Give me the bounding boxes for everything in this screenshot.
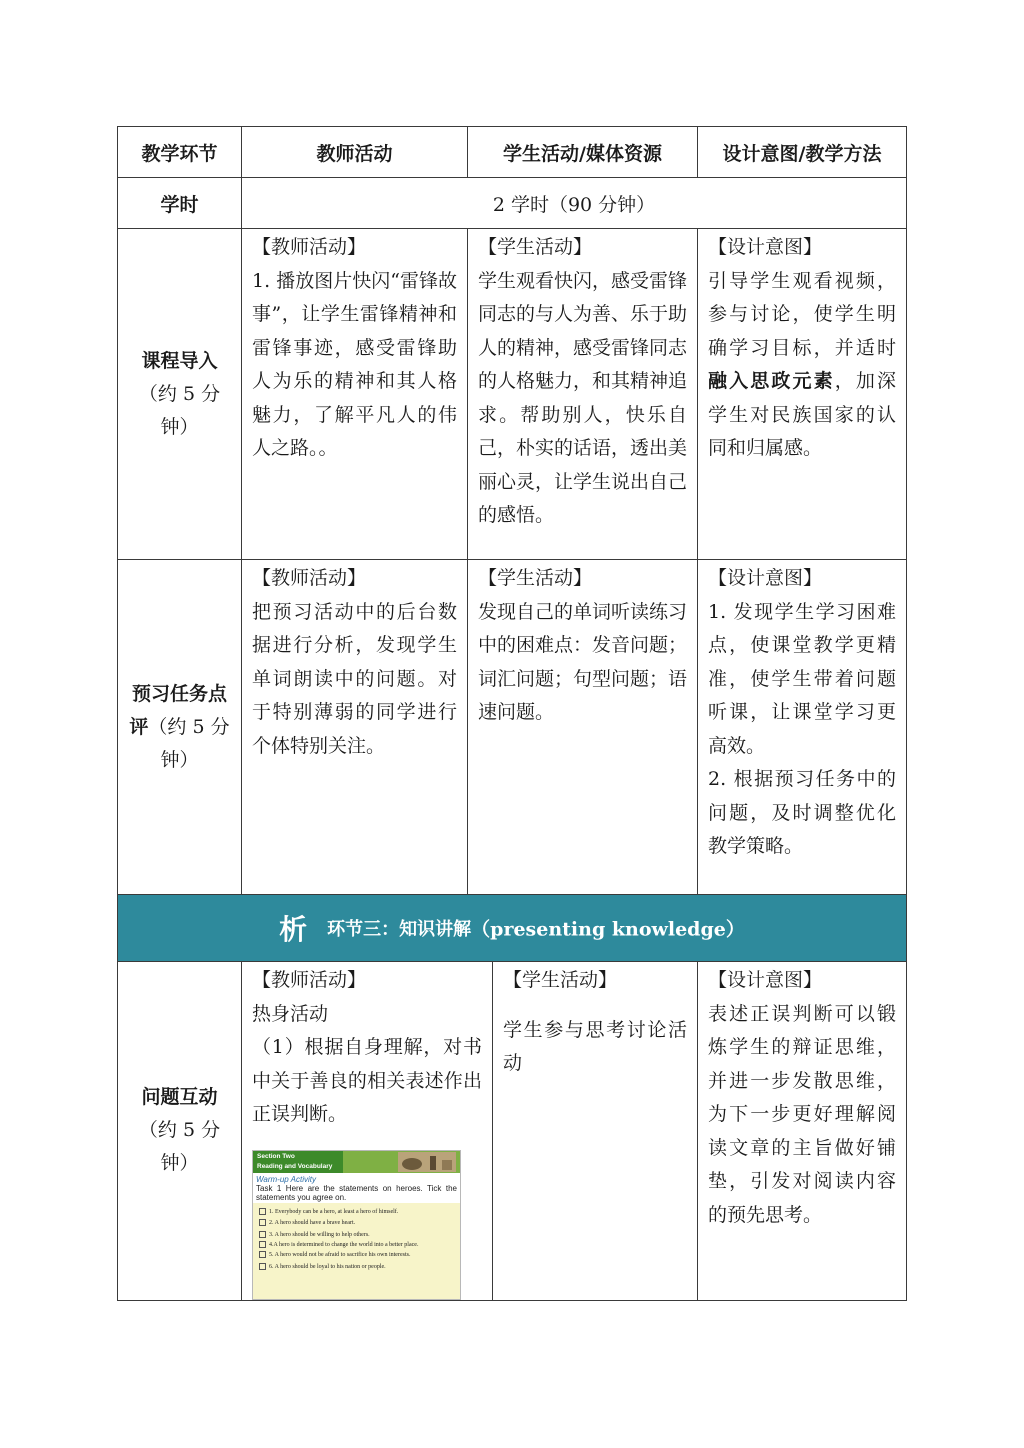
- preview-design-point-2: 2. 根据预习任务中的问题，及时调整优化教学策略。: [708, 768, 897, 857]
- checkbox-icon: [259, 1241, 266, 1248]
- preview-row: [118, 560, 907, 895]
- statement-text: 1. Everybody can be a hero, at least a hero of himself.: [269, 1208, 399, 1215]
- qa-label-duration: （约 5 分钟）: [138, 1119, 221, 1175]
- hours-value: 2 学时（90 分钟）: [242, 178, 907, 229]
- textbook-task-instruction: Task 1 Here are the statements on heroes. Tick the statements you agree on.: [256, 1183, 457, 1202]
- qa-row: [118, 962, 907, 1301]
- checkbox-icon: [259, 1251, 266, 1258]
- intro-student-title: 【学生活动】: [478, 236, 593, 258]
- intro-label-title: 课程导入: [141, 349, 218, 372]
- qa-teacher: [242, 962, 493, 1301]
- section-english: （presenting knowledge）: [471, 918, 745, 941]
- statement-item: [259, 1207, 457, 1219]
- preview-student: [468, 560, 698, 895]
- intro-design-text: [708, 265, 896, 466]
- qa-label-title: 问题互动: [141, 1086, 218, 1109]
- textbook-task-heading: [253, 1173, 460, 1203]
- intro-label: [118, 229, 242, 560]
- qa-design-text: 表述正误判断可以锻炼学生的辩证思维，并进一步发散思维，为下一步更好理解阅读文章的主旨做好铺垫，引发对阅读内容的预先思考。: [708, 1002, 897, 1226]
- intro-design: [698, 229, 907, 560]
- preview-teacher-text: 把预习活动中的后台数据进行分析，发现学生单词朗读中的问题。对于特别薄弱的同学进行个体特别关注。: [252, 600, 457, 757]
- preview-design-point-1: 1. 发现学生学习困难点，使课堂教学更精准，使学生带着问题听课，让课堂学习更高效。: [708, 600, 897, 757]
- qa-student-title: 【学生活动】: [503, 969, 618, 991]
- intro-design-highlight: 融入思政元素: [708, 370, 835, 392]
- lesson-plan-table: [117, 126, 907, 1301]
- statement-text: 3. A hero should be willing to help others.: [269, 1231, 370, 1238]
- preview-label-duration: （约 5 分钟）: [148, 715, 230, 771]
- hours-row: [118, 178, 907, 229]
- preview-label: [118, 560, 242, 895]
- qa-teacher-text: （1）根据自身理解，对书中关于善良的相关表述作出正误判断。: [252, 1036, 482, 1125]
- qa-design: [698, 962, 907, 1301]
- intro-teacher-text: 1. 播放图片快闪“雷锋故事”，让学生雷锋精神和雷锋事迹，感受雷锋助人为乐的精神和其人格魅力，了解平凡人的伟人之路。。: [252, 269, 457, 459]
- textbook-section-tag: [253, 1151, 343, 1173]
- checkbox-icon: [259, 1219, 266, 1226]
- intro-teacher: [242, 229, 468, 560]
- textbook-activity-label: Warm-up Activity: [256, 1174, 317, 1184]
- qa-design-title: 【设计意图】: [708, 969, 823, 991]
- statement-text: 6. A hero should be loyal to his nation or people.: [269, 1263, 386, 1270]
- checkbox-icon: [259, 1208, 266, 1215]
- checkbox-icon: [259, 1263, 266, 1270]
- preview-teacher-title: 【教师活动】: [252, 567, 367, 589]
- preview-teacher: [242, 560, 468, 895]
- intro-row: [118, 229, 907, 560]
- textbook-statement-list: [259, 1207, 457, 1274]
- intro-student-text: 学生观看快闪，感受雷锋同志的与人为善、乐于助人的精神，感受雷锋同志的人格魅力，和其精神追求。帮助别人，快乐自己，朴实的话语，透出美丽心灵，让学生说出自己的感悟。: [478, 269, 688, 526]
- intro-teacher-title: 【教师活动】: [252, 236, 367, 258]
- intro-student: [468, 229, 698, 560]
- header-design: 设计意图/教学方法: [698, 127, 907, 178]
- preview-design-title: 【设计意图】: [708, 567, 823, 589]
- statement-item: [259, 1230, 457, 1242]
- statement-text: 5. A hero would not be afraid to sacrifice his own interests.: [269, 1252, 411, 1258]
- qa-student-text: 学生参与思考讨论活动: [503, 1018, 688, 1074]
- landmark-photo-icon: [398, 1152, 456, 1172]
- intro-design-title: 【设计意图】: [708, 236, 823, 258]
- preview-student-text: 发现自己的单词听读练习中的困难点：发音问题；词汇问题；句型问题；语速问题。: [478, 600, 688, 723]
- preview-label-title: 预习任务点评: [129, 682, 227, 738]
- section-banner: [118, 895, 907, 962]
- checkbox-icon: [259, 1231, 266, 1238]
- section-band: [118, 895, 907, 962]
- header-teacher: 教师活动: [242, 127, 468, 178]
- intro-label-duration: （约 5 分钟）: [138, 382, 221, 438]
- intro-design-text-b: ，加深学生对民族国家的认同和归属感。: [708, 370, 897, 459]
- textbook-section-label: Section Two: [257, 1152, 295, 1160]
- intro-design-text-a: 引导学生观看视频，参与讨论，使学生明确学习目标，并适时: [708, 269, 897, 359]
- hours-label: 学时: [118, 178, 242, 229]
- preview-student-title: 【学生活动】: [478, 567, 593, 589]
- textbook-task-image: [252, 1150, 461, 1300]
- statement-item: [259, 1241, 457, 1250]
- header-row: [118, 127, 907, 178]
- statement-item: [259, 1218, 457, 1230]
- section-char: 析: [279, 913, 308, 946]
- header-stage: 教学环节: [118, 127, 242, 178]
- statement-text: 4.A hero is determined to change the world into a better place.: [269, 1242, 419, 1248]
- preview-design: [698, 560, 907, 895]
- qa-teacher-title: 【教师活动】: [252, 969, 367, 991]
- qa-student: [493, 962, 698, 1301]
- statement-item: [259, 1262, 457, 1274]
- textbook-section-sublabel: Reading and Vocabulary: [257, 1162, 333, 1170]
- statement-text: 2. A hero should have a brave heart.: [269, 1220, 356, 1226]
- section-title: 环节三：知识讲解: [327, 919, 472, 940]
- qa-teacher-subtitle: 热身活动: [252, 1002, 329, 1025]
- statement-item: [259, 1250, 457, 1262]
- header-student: 学生活动/媒体资源: [468, 127, 698, 178]
- qa-label: [118, 962, 242, 1301]
